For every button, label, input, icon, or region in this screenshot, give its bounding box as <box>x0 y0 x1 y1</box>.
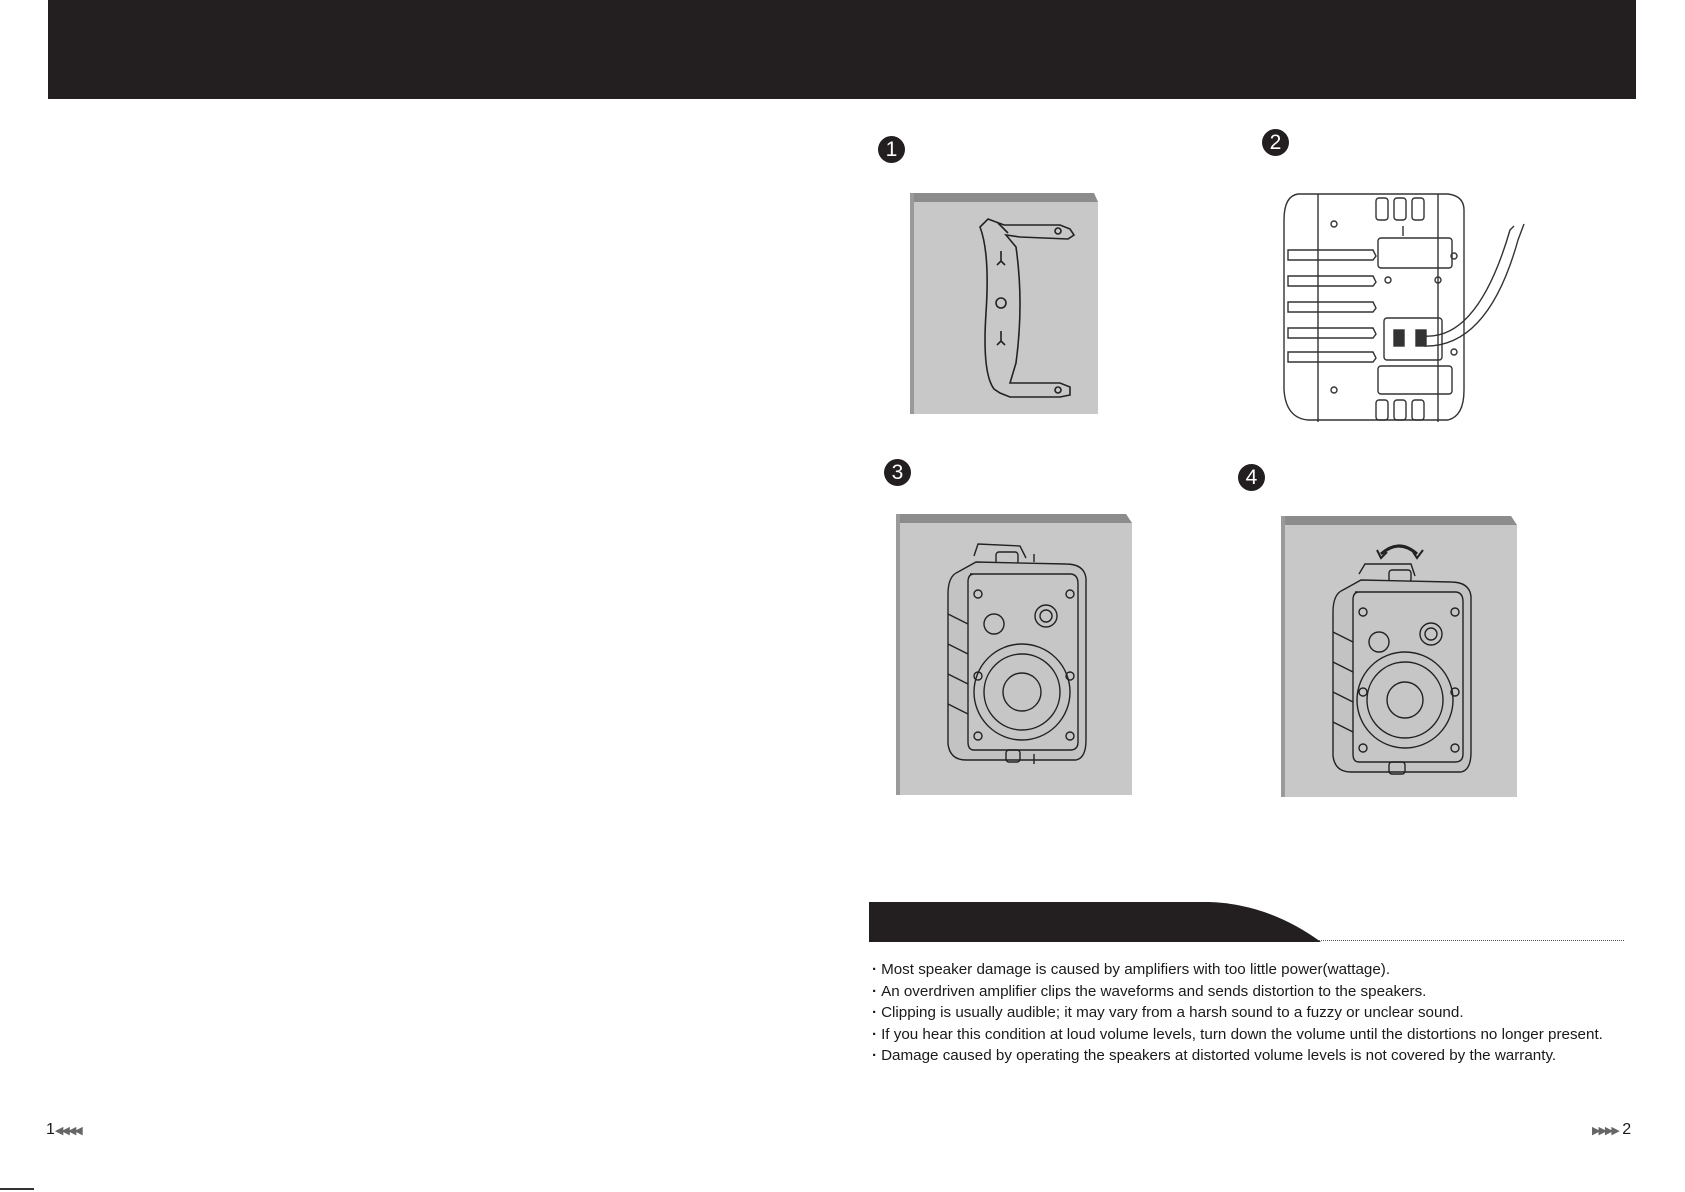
tips-divider <box>1318 940 1624 941</box>
step-3-badge: 3 <box>884 459 911 486</box>
forward-arrows-icon: ▶▶▶▶ <box>1592 1125 1618 1137</box>
left-page-number <box>46 1121 81 1139</box>
left-page-label: 1 <box>46 1121 55 1138</box>
tip-item: · Damage caused by operating the speakers at distorted volume levels is not covered by the warranty. <box>872 1045 1603 1067</box>
tip-item: · If you hear this condition at loud volume levels, turn down the volume until the distortions no longer present. <box>872 1024 1603 1046</box>
tips-list <box>872 959 1603 1067</box>
step-4-badge: 4 <box>1238 464 1265 491</box>
tip-item: · Most speaker damage is caused by amplifiers with too little power(wattage). <box>872 959 1603 981</box>
right-page-number <box>1592 1121 1631 1139</box>
tips-section-header <box>869 902 1321 942</box>
speaker-knob-tighten-illustration <box>1281 516 1521 798</box>
crop-mark <box>0 1188 34 1190</box>
speaker-rear-terminal-illustration <box>1278 190 1528 426</box>
back-arrows-icon: ◀◀◀◀ <box>54 1125 81 1137</box>
right-page-label: 2 <box>1622 1121 1632 1138</box>
speaker-bracket-attach-illustration <box>896 514 1136 796</box>
header-bar <box>48 0 1636 99</box>
step-1-badge: 1 <box>878 136 905 163</box>
step-2-badge: 2 <box>1262 129 1289 156</box>
tip-item: · Clipping is usually audible; it may vary from a harsh sound to a fuzzy or unclear sound. <box>872 1002 1603 1024</box>
tip-item: · An overdriven amplifier clips the waveforms and sends distortion to the speakers. <box>872 981 1603 1003</box>
mounting-bracket-illustration <box>910 193 1100 415</box>
